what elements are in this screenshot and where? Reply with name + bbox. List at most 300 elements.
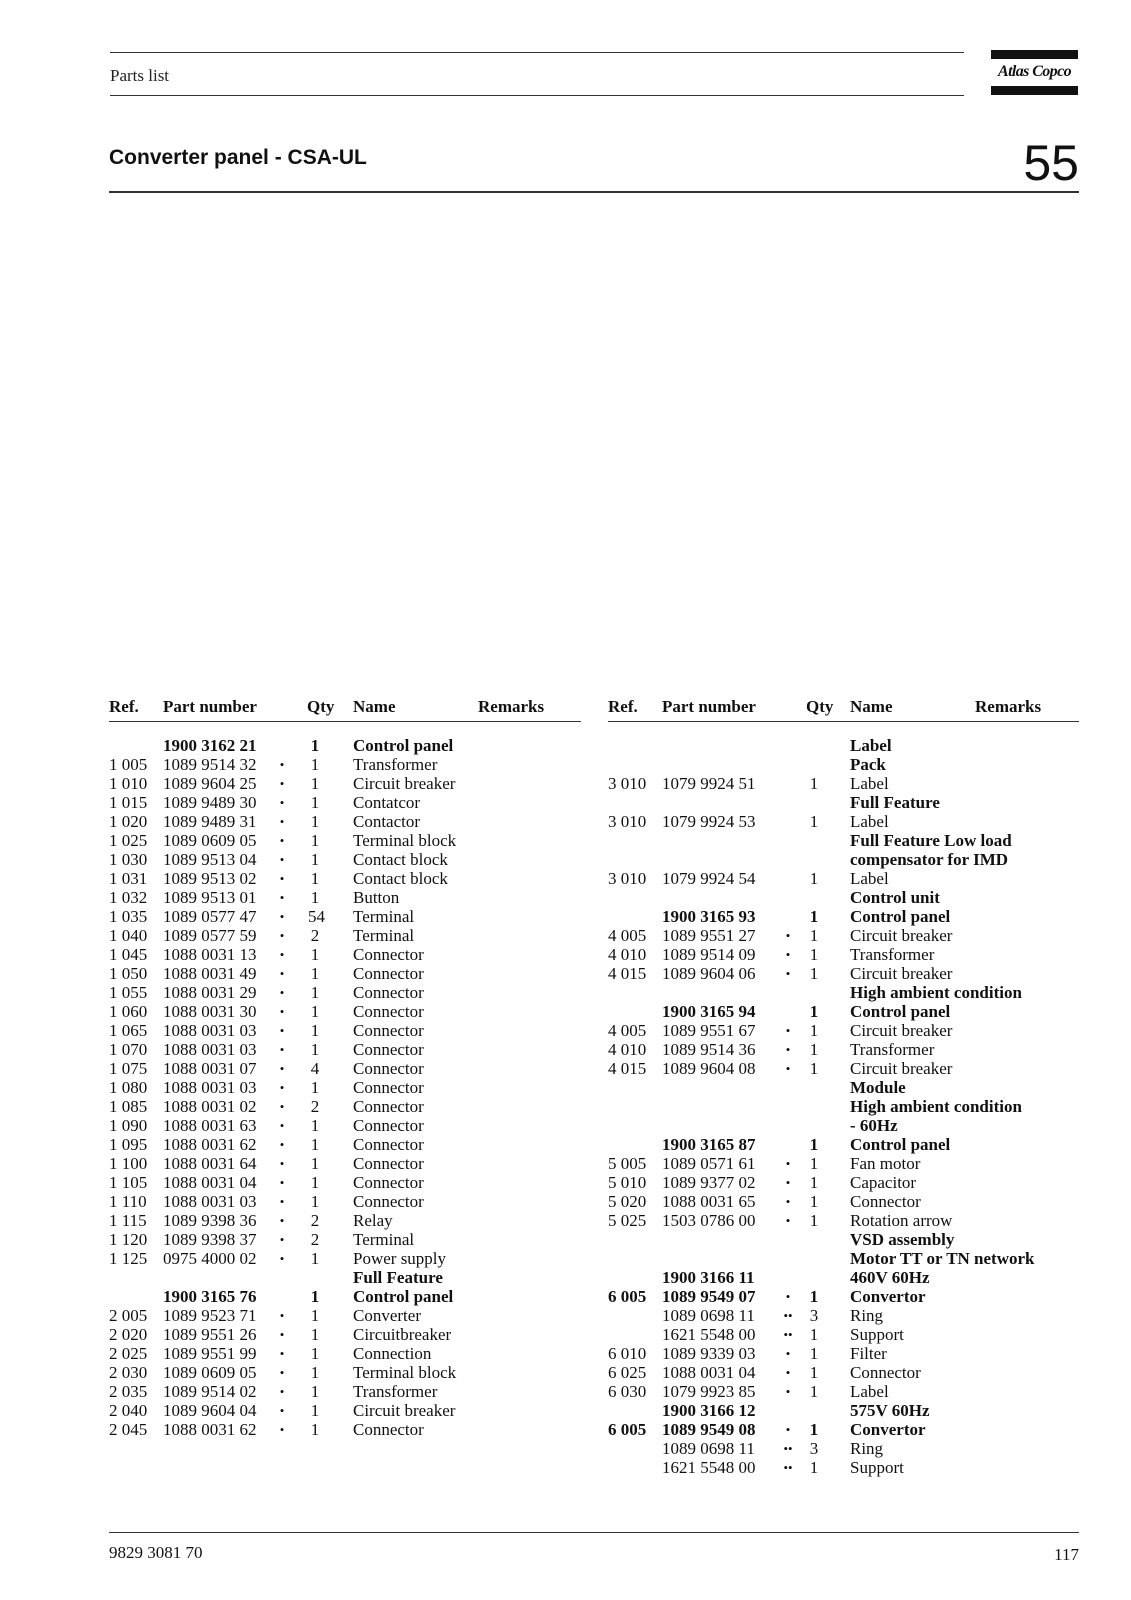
- cell-marker: •: [279, 1251, 285, 1266]
- cell-qty: 1: [310, 1078, 320, 1097]
- cell-marker: •: [785, 1023, 791, 1038]
- cell-marker: •: [279, 1327, 285, 1342]
- cell-qty: 1: [310, 1154, 320, 1173]
- cell-qty: 1: [809, 1344, 819, 1363]
- cell-qty: 1: [809, 1325, 819, 1344]
- cell-marker: •: [279, 909, 285, 924]
- logo-bottom-bar: [991, 86, 1078, 95]
- cell-qty: 3: [809, 1306, 819, 1325]
- table-row: [608, 1192, 1079, 1211]
- table-row: [608, 1458, 1079, 1477]
- cell-qty: 1: [809, 1382, 819, 1401]
- cell-name: Circuit breaker: [850, 1021, 953, 1040]
- cell-part-number: 1089 0577 47: [163, 907, 257, 926]
- cell-marker: •: [279, 833, 285, 848]
- atlas-copco-logo: [991, 50, 1078, 95]
- table-row: [109, 1135, 581, 1154]
- table-body: [608, 736, 1079, 1477]
- cell-name: Label: [850, 812, 889, 831]
- cell-name: Contact block: [353, 850, 448, 869]
- cell-part-number: 1089 9398 37: [163, 1230, 257, 1249]
- cell-ref: 2 005: [109, 1306, 148, 1325]
- cell-marker: •: [279, 1403, 285, 1418]
- cell-part-number: 1089 9513 04: [163, 850, 257, 869]
- cell-marker: •: [785, 1061, 791, 1076]
- cell-marker: •: [785, 1422, 791, 1437]
- table-row: [608, 1439, 1079, 1458]
- cell-name: Support: [850, 1458, 904, 1477]
- cell-name: Terminal: [353, 926, 415, 945]
- cell-part-number: 1088 0031 04: [662, 1363, 756, 1382]
- cell-qty: 1: [310, 831, 320, 850]
- section-label: Parts list: [110, 66, 170, 85]
- cell-name: VSD assembly: [850, 1230, 955, 1249]
- cell-ref: 5 020: [608, 1192, 647, 1211]
- cell-qty: 1: [809, 812, 819, 831]
- table-row: [608, 1268, 1079, 1287]
- cell-name: Circuit breaker: [353, 774, 456, 793]
- cell-name: - 60Hz: [850, 1116, 898, 1135]
- cell-qty: 1: [310, 1325, 320, 1344]
- cell-qty: 4: [310, 1059, 320, 1078]
- cell-part-number: 1088 0031 64: [163, 1154, 257, 1173]
- table-row: [608, 1401, 1079, 1420]
- cell-ref: 1 055: [109, 983, 148, 1002]
- table-row: [608, 1097, 1079, 1116]
- table-row: [109, 983, 581, 1002]
- cell-ref: 2 030: [109, 1363, 148, 1382]
- cell-qty: 1: [809, 774, 819, 793]
- table-row: [608, 964, 1079, 983]
- cell-name: Connector: [353, 983, 424, 1002]
- cell-name: Filter: [850, 1344, 887, 1363]
- table-row: [608, 1154, 1079, 1173]
- cell-ref: 1 045: [109, 945, 148, 964]
- table-row: [109, 1059, 581, 1078]
- table-row: [608, 831, 1079, 850]
- cell-part-number: 1088 0031 63: [163, 1116, 257, 1135]
- table-row: [109, 1192, 581, 1211]
- cell-ref: 1 110: [109, 1192, 147, 1211]
- cell-ref: 4 005: [608, 926, 647, 945]
- cell-ref: 1 030: [109, 850, 148, 869]
- cell-part-number: 1089 9551 67: [662, 1021, 756, 1040]
- cell-marker: •: [279, 1194, 285, 1209]
- cell-part-number: 1089 0609 05: [163, 831, 257, 850]
- header-name: Name: [353, 697, 396, 716]
- cell-name: Button: [353, 888, 400, 907]
- table-row: [608, 926, 1079, 945]
- cell-ref: 1 115: [109, 1211, 147, 1230]
- cell-name: Connector: [353, 1002, 424, 1021]
- cell-marker: •: [279, 1156, 285, 1171]
- table-row: [109, 907, 581, 926]
- cell-qty: 2: [310, 1097, 320, 1116]
- cell-marker: •: [279, 1004, 285, 1019]
- cell-qty: 1: [310, 774, 320, 793]
- cell-ref: 1 025: [109, 831, 148, 850]
- cell-name: Connector: [353, 964, 424, 983]
- cell-name: Circuit breaker: [850, 1059, 953, 1078]
- footer-rule: [109, 1532, 1079, 1533]
- cell-name: Label: [850, 736, 892, 755]
- cell-name: High ambient condition: [850, 983, 1022, 1002]
- table-row: [608, 850, 1079, 869]
- cell-qty: 1: [310, 850, 320, 869]
- cell-marker: ••: [783, 1327, 793, 1342]
- table-row: [109, 945, 581, 964]
- header-top-rule: [110, 52, 964, 53]
- cell-ref: 6 030: [608, 1382, 647, 1401]
- header-qty: Qty: [307, 697, 335, 716]
- table-row: [109, 1401, 581, 1420]
- table-row: [608, 736, 1079, 755]
- cell-marker: •: [279, 871, 285, 886]
- cell-name: Connection: [353, 1344, 432, 1363]
- cell-part-number: 1089 9398 36: [163, 1211, 257, 1230]
- logo-text: Atlas Copco: [998, 63, 1071, 80]
- table-row: [109, 1021, 581, 1040]
- cell-marker: •: [279, 1422, 285, 1437]
- cell-part-number: 1088 0031 65: [662, 1192, 756, 1211]
- cell-name: Transformer: [353, 1382, 438, 1401]
- cell-ref: 1 105: [109, 1173, 148, 1192]
- cell-name: High ambient condition: [850, 1097, 1022, 1116]
- cell-marker: •: [279, 890, 285, 905]
- table-row: [608, 774, 1079, 793]
- cell-name: Connector: [353, 1116, 424, 1135]
- cell-qty: 1: [809, 1287, 819, 1306]
- parts-table-right: [608, 695, 1079, 1477]
- cell-qty: 1: [310, 1382, 320, 1401]
- table-row: [608, 1230, 1079, 1249]
- cell-name: Full Feature Low load: [850, 831, 1012, 850]
- cell-qty: 1: [809, 907, 819, 926]
- cell-name: 460V 60Hz: [850, 1268, 930, 1287]
- cell-name: Terminal: [353, 1230, 415, 1249]
- cell-marker: •: [785, 1346, 791, 1361]
- cell-part-number: 1900 3166 11: [662, 1268, 755, 1287]
- cell-part-number: 1900 3166 12: [662, 1401, 756, 1420]
- header-remarks: Remarks: [478, 697, 545, 716]
- cell-name: Convertor: [850, 1287, 926, 1306]
- page-number: 117: [1054, 1545, 1079, 1564]
- cell-name: compensator for IMD: [850, 850, 1009, 869]
- cell-marker: ••: [783, 1441, 793, 1456]
- cell-name: Control panel: [850, 907, 951, 926]
- table-row: [608, 1078, 1079, 1097]
- table-row: [608, 1059, 1079, 1078]
- table-row: [608, 907, 1079, 926]
- table-row: [109, 1268, 581, 1287]
- cell-part-number: 1089 0577 59: [163, 926, 257, 945]
- cell-part-number: 1503 0786 00: [662, 1211, 756, 1230]
- cell-part-number: 1088 0031 07: [163, 1059, 257, 1078]
- cell-qty: 2: [310, 1211, 320, 1230]
- table-row: [109, 1097, 581, 1116]
- cell-part-number: 1900 3165 76: [163, 1287, 257, 1306]
- table-row: [109, 1211, 581, 1230]
- cell-qty: 1: [310, 1192, 320, 1211]
- cell-name: Connector: [353, 1154, 424, 1173]
- cell-marker: •: [785, 928, 791, 943]
- cell-part-number: 1089 9604 04: [163, 1401, 257, 1420]
- table-row: [608, 1420, 1079, 1439]
- table-row: [608, 945, 1079, 964]
- cell-name: Pack: [850, 755, 886, 774]
- cell-name: Converter: [353, 1306, 421, 1325]
- cell-marker: •: [279, 814, 285, 829]
- table-row: [109, 964, 581, 983]
- cell-part-number: 1088 0031 13: [163, 945, 257, 964]
- table-row: [608, 1382, 1079, 1401]
- cell-ref: 6 005: [608, 1420, 647, 1439]
- cell-ref: 3 010: [608, 812, 647, 831]
- cell-part-number: 1089 0609 05: [163, 1363, 257, 1382]
- cell-part-number: 1621 5548 00: [662, 1458, 756, 1477]
- cell-ref: 2 035: [109, 1382, 148, 1401]
- cell-name: 575V 60Hz: [850, 1401, 930, 1420]
- document-number: 9829 3081 70: [109, 1543, 203, 1562]
- table-row: [109, 774, 581, 793]
- cell-part-number: 1088 0031 03: [163, 1078, 257, 1097]
- cell-qty: 1: [310, 1173, 320, 1192]
- table-row: [608, 888, 1079, 907]
- cell-name: Circuit breaker: [850, 926, 953, 945]
- cell-part-number: 1088 0031 03: [163, 1192, 257, 1211]
- cell-marker: ••: [783, 1460, 793, 1475]
- cell-part-number: 1089 9604 25: [163, 774, 257, 793]
- cell-marker: •: [785, 1156, 791, 1171]
- cell-name: Full Feature: [353, 1268, 443, 1287]
- cell-marker: •: [279, 795, 285, 810]
- header-ref: Ref.: [109, 697, 139, 716]
- cell-qty: 1: [310, 1021, 320, 1040]
- cell-name: Connector: [353, 1078, 424, 1097]
- cell-name: Transformer: [353, 755, 438, 774]
- cell-qty: 1: [809, 1420, 819, 1439]
- cell-marker: •: [279, 966, 285, 981]
- table-row: [608, 793, 1079, 812]
- cell-name: Control panel: [850, 1135, 951, 1154]
- cell-part-number: 1900 3165 94: [662, 1002, 756, 1021]
- cell-name: Contactor: [353, 812, 421, 831]
- cell-part-number: 1089 9489 30: [163, 793, 257, 812]
- cell-qty: 1: [809, 1154, 819, 1173]
- cell-qty: 1: [809, 1021, 819, 1040]
- cell-ref: 1 100: [109, 1154, 148, 1173]
- cell-name: Label: [850, 1382, 889, 1401]
- cell-qty: 1: [809, 869, 819, 888]
- table-row: [109, 1249, 581, 1268]
- cell-name: Control unit: [850, 888, 940, 907]
- cell-part-number: 1088 0031 62: [163, 1135, 257, 1154]
- logo-top-bar: [991, 50, 1078, 59]
- cell-part-number: 1900 3162 21: [163, 736, 257, 755]
- cell-name: Connector: [850, 1363, 921, 1382]
- cell-ref: 5 010: [608, 1173, 647, 1192]
- cell-name: Transformer: [850, 945, 935, 964]
- cell-ref: 4 010: [608, 945, 647, 964]
- cell-marker: •: [279, 1232, 285, 1247]
- table-row: [608, 1211, 1079, 1230]
- table-row: [608, 1287, 1079, 1306]
- table-row: [109, 1078, 581, 1097]
- cell-marker: •: [785, 1384, 791, 1399]
- cell-marker: •: [785, 1042, 791, 1057]
- cell-part-number: 1079 9924 53: [662, 812, 756, 831]
- header-ref: Ref.: [608, 697, 638, 716]
- cell-name: Fan motor: [850, 1154, 921, 1173]
- cell-marker: •: [279, 1346, 285, 1361]
- cell-qty: 1: [809, 1363, 819, 1382]
- header-bottom-rule: [110, 95, 964, 96]
- cell-name: Relay: [353, 1211, 393, 1230]
- cell-name: Label: [850, 774, 889, 793]
- cell-qty: 1: [809, 1458, 819, 1477]
- cell-marker: •: [785, 947, 791, 962]
- cell-name: Connector: [353, 1420, 424, 1439]
- table-row: [608, 869, 1079, 888]
- cell-ref: 3 010: [608, 774, 647, 793]
- cell-part-number: 1089 9551 99: [163, 1344, 257, 1363]
- table-row: [109, 1420, 581, 1439]
- cell-qty: 1: [809, 1192, 819, 1211]
- cell-marker: •: [279, 1042, 285, 1057]
- cell-ref: 2 020: [109, 1325, 148, 1344]
- cell-name: Contact block: [353, 869, 448, 888]
- table-row: [608, 1363, 1079, 1382]
- cell-name: Terminal block: [353, 831, 457, 850]
- cell-part-number: 1088 0031 30: [163, 1002, 257, 1021]
- table-row: [109, 850, 581, 869]
- page-title: Converter panel - CSA-UL: [109, 146, 367, 169]
- table-row: [608, 1306, 1079, 1325]
- cell-qty: 1: [310, 869, 320, 888]
- title-rule: [109, 191, 1079, 193]
- table-row: [109, 1173, 581, 1192]
- cell-name: Transformer: [850, 1040, 935, 1059]
- cell-marker: •: [279, 1175, 285, 1190]
- cell-marker: •: [785, 1175, 791, 1190]
- cell-part-number: 1089 0698 11: [662, 1439, 755, 1458]
- cell-ref: 5 025: [608, 1211, 647, 1230]
- section-number: 55: [1023, 135, 1079, 191]
- cell-qty: 1: [310, 1363, 320, 1382]
- cell-part-number: 1079 9924 51: [662, 774, 756, 793]
- cell-qty: 1: [310, 793, 320, 812]
- cell-ref: 1 120: [109, 1230, 148, 1249]
- cell-ref: 1 070: [109, 1040, 148, 1059]
- cell-part-number: 1089 0698 11: [662, 1306, 755, 1325]
- cell-marker: •: [279, 947, 285, 962]
- cell-marker: •: [279, 1365, 285, 1380]
- cell-ref: 1 065: [109, 1021, 148, 1040]
- table-header: [109, 695, 581, 722]
- table-row: [109, 926, 581, 945]
- cell-part-number: 1079 9923 85: [662, 1382, 756, 1401]
- cell-name: Connector: [353, 945, 424, 964]
- cell-part-number: 1089 9514 02: [163, 1382, 257, 1401]
- cell-part-number: 1900 3165 93: [662, 907, 756, 926]
- header-name: Name: [850, 697, 893, 716]
- cell-name: Connector: [353, 1040, 424, 1059]
- cell-ref: 1 040: [109, 926, 148, 945]
- cell-name: Contatcor: [353, 793, 421, 812]
- cell-qty: 1: [310, 1135, 320, 1154]
- cell-marker: •: [279, 1061, 285, 1076]
- cell-name: Terminal block: [353, 1363, 457, 1382]
- cell-qty: 1: [809, 1040, 819, 1059]
- cell-marker: •: [279, 776, 285, 791]
- cell-part-number: 1089 9549 08: [662, 1420, 756, 1439]
- cell-name: Terminal: [353, 907, 415, 926]
- cell-qty: 1: [310, 1002, 320, 1021]
- cell-ref: 4 015: [608, 964, 647, 983]
- table-row: [608, 1249, 1079, 1268]
- cell-part-number: 1089 9489 31: [163, 812, 257, 831]
- cell-part-number: 1089 9513 02: [163, 869, 257, 888]
- table-row: [608, 755, 1079, 774]
- cell-qty: 1: [809, 964, 819, 983]
- table-row: [608, 812, 1079, 831]
- table-row: [109, 831, 581, 850]
- cell-name: Support: [850, 1325, 904, 1344]
- table-header: [608, 695, 1079, 722]
- cell-marker: •: [279, 985, 285, 1000]
- cell-part-number: 1079 9924 54: [662, 869, 756, 888]
- cell-marker: •: [279, 928, 285, 943]
- cell-qty: 1: [809, 1211, 819, 1230]
- cell-part-number: 1089 9551 26: [163, 1325, 257, 1344]
- cell-qty: 1: [310, 1401, 320, 1420]
- cell-marker: •: [279, 852, 285, 867]
- table-row: [608, 1135, 1079, 1154]
- table-row: [608, 1344, 1079, 1363]
- cell-name: Circuit breaker: [353, 1401, 456, 1420]
- cell-name: Circuitbreaker: [353, 1325, 452, 1344]
- cell-ref: 1 080: [109, 1078, 148, 1097]
- cell-ref: 2 040: [109, 1401, 148, 1420]
- cell-qty: 1: [310, 736, 320, 755]
- cell-part-number: 1088 0031 02: [163, 1097, 257, 1116]
- cell-name: Label: [850, 869, 889, 888]
- cell-marker: •: [279, 1308, 285, 1323]
- cell-ref: 1 032: [109, 888, 148, 907]
- cell-qty: 3: [809, 1439, 819, 1458]
- cell-qty: 1: [809, 926, 819, 945]
- cell-part-number: 1089 9523 71: [163, 1306, 257, 1325]
- cell-name: Control panel: [353, 1287, 454, 1306]
- cell-ref: 1 015: [109, 793, 148, 812]
- cell-qty: 1: [310, 1344, 320, 1363]
- cell-name: Convertor: [850, 1420, 926, 1439]
- cell-part-number: 1088 0031 03: [163, 1021, 257, 1040]
- table-row: [109, 1382, 581, 1401]
- table-row: [109, 1154, 581, 1173]
- cell-name: Control panel: [850, 1002, 951, 1021]
- table-row: [109, 812, 581, 831]
- cell-name: Connector: [850, 1192, 921, 1211]
- cell-qty: 1: [310, 888, 320, 907]
- cell-part-number: 1089 9514 32: [163, 755, 257, 774]
- cell-qty: 1: [310, 1287, 320, 1306]
- cell-name: Rotation arrow: [850, 1211, 953, 1230]
- header-part-number: Part number: [662, 697, 756, 716]
- table-row: [608, 1116, 1079, 1135]
- cell-qty: 1: [809, 1059, 819, 1078]
- cell-ref: 4 015: [608, 1059, 647, 1078]
